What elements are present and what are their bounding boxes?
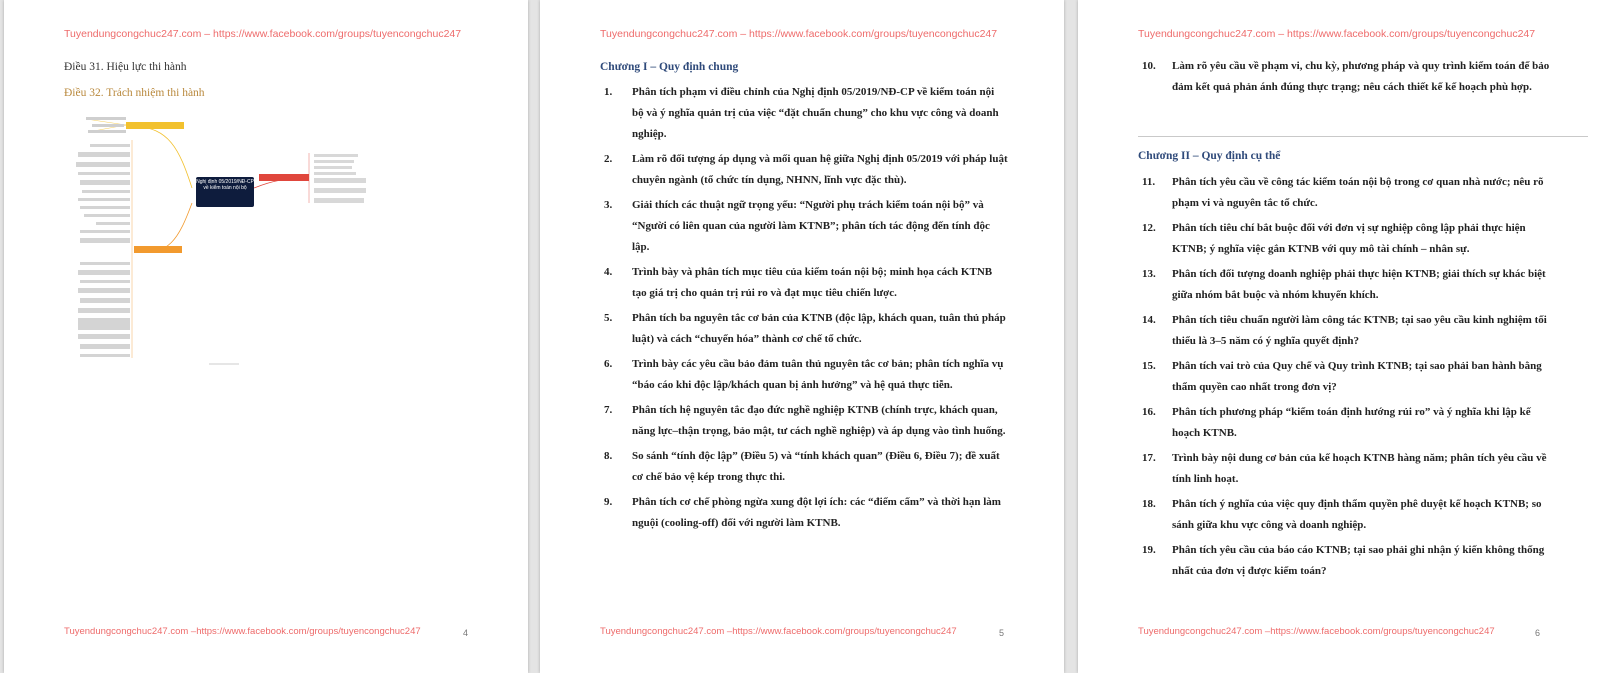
document-page-5 xyxy=(540,0,1064,673)
list-item: 10. Làm rõ yêu cầu về phạm vi, chu kỳ, phương pháp và quy trình kiểm toán để bảo đảm kết quả phản ánh đúng thực trạng; nêu cách thiết kế kế hoạch phù hợp. xyxy=(1142,60,1550,93)
article-32-heading: Điều 32. Trách nhiệm thi hành xyxy=(64,87,205,99)
mindmap-center-node xyxy=(196,177,254,207)
list-item: 7. Phân tích hệ nguyên tắc đạo đức nghề nghiệp KTNB (chính trực, khách quan, năng lực–thận trọng, bảo mật, tư cách nghề nghiệp) và áp dụng vào tình huống. xyxy=(604,404,1006,437)
list-item: 3. Giải thích các thuật ngữ trọng yếu: “Người phụ trách kiểm toán nội bộ” và “Người có liên quan của người làm KTNB”; phân tích tác động đến tính độc lập. xyxy=(604,199,990,253)
mindmap-center-label: Nghị định 05/2019/NĐ-CP về kiểm toán nội bộ xyxy=(196,179,254,191)
list-item: 11. Phân tích yêu cầu về công tác kiểm toán nội bộ trong cơ quan nhà nước; nêu rõ phạm vi và nguyên tắc tổ chức. xyxy=(1142,176,1544,209)
page-header: Tuyendungcongchuc247.com – https://www.facebook.com/groups/tuyencongchuc247 xyxy=(64,28,462,40)
page-header: Tuyendungcongchuc247.com – https://www.facebook.com/groups/tuyencongchuc247 xyxy=(1138,28,1536,40)
page-header: Tuyendungcongchuc247.com – https://www.facebook.com/groups/tuyencongchuc247 xyxy=(600,28,998,40)
chapter-heading: Chương I – Quy định chung xyxy=(600,61,739,73)
list-item: 9. Phân tích cơ chế phòng ngừa xung đột lợi ích: các “điểm cấm” và thời hạn làm nguội (cooling-off) đối với người làm KTNB. xyxy=(604,496,1001,529)
page-number: 5 xyxy=(998,628,1004,638)
question-list-continued xyxy=(1142,56,1550,98)
page-footer: Tuyendungcongchuc247.com –https://www.facebook.com/groups/tuyencongchuc247 xyxy=(600,626,957,637)
list-item: 18. Phân tích ý nghĩa của việc quy định thẩm quyền phê duyệt kế hoạch KTNB; so sánh giữa khu vực công và doanh nghiệp. xyxy=(1142,498,1542,531)
list-item: 13. Phân tích đối tượng doanh nghiệp phải thực hiện KTNB; giải thích sự khác biệt giữa nhóm bắt buộc và nhóm khuyến khích. xyxy=(1142,268,1546,301)
mindmap-image xyxy=(4,108,528,368)
section-divider xyxy=(1138,136,1588,137)
list-item: 16. Phân tích phương pháp “kiểm toán định hướng rủi ro” và ý nghĩa khi lập kế hoạch KTNB. xyxy=(1142,406,1531,439)
document-page-6 xyxy=(1078,0,1600,673)
article-31-heading: Điều 31. Hiệu lực thi hành xyxy=(64,61,187,73)
list-item: 14. Phân tích tiêu chuẩn người làm công tác KTNB; tại sao yêu cầu kinh nghiệm tối thiểu là 3–5 năm có ý nghĩa quyết định? xyxy=(1142,314,1547,347)
list-item: 6. Trình bày các yêu cầu bảo đảm tuân thủ nguyên tắc cơ bản; phân tích nghĩa vụ “báo cáo khi độc lập/khách quan bị ảnh hưởng” và hệ quả thực tiễn. xyxy=(604,358,1004,391)
list-item: 4. Trình bày và phân tích mục tiêu của kiểm toán nội bộ; minh họa cách KTNB tạo giá trị cho quản trị rủi ro và đạt mục tiêu chiến lược. xyxy=(604,266,993,299)
list-item: 15. Phân tích vai trò của Quy chế và Quy trình KTNB; tại sao phải ban hành bằng thẩm quyền cao nhất trong đơn vị? xyxy=(1142,360,1542,393)
list-item: 12. Phân tích tiêu chí bắt buộc đối với đơn vị sự nghiệp công lập phải thực hiện KTNB; ý nghĩa việc gắn KTNB với quy mô tài chính – nhân sự. xyxy=(1142,222,1526,255)
list-item: 5. Phân tích ba nguyên tắc cơ bản của KTNB (độc lập, khách quan, tuân thủ pháp luật) và cách “chuyển hóa” thành cơ chế tổ chức. xyxy=(604,312,1006,345)
page-footer: Tuyendungcongchuc247.com –https://www.facebook.com/groups/tuyencongchuc247 xyxy=(64,626,421,637)
chapter-heading: Chương II – Quy định cụ thể xyxy=(1138,150,1281,162)
list-item: 8. So sánh “tính độc lập” (Điều 5) và “tính khách quan” (Điều 6, Điều 7); đề xuất cơ chế bảo vệ kép trong thực thi. xyxy=(604,450,1000,483)
list-item: 17. Trình bày nội dung cơ bản của kế hoạch KTNB hàng năm; phân tích yêu cầu về tính linh hoạt. xyxy=(1142,452,1547,485)
list-item: 2. Làm rõ đối tượng áp dụng và mối quan hệ giữa Nghị định 05/2019 với pháp luật chuyên ngành (tổ chức tín dụng, NHNN, lĩnh vực đặc thù). xyxy=(604,153,1008,186)
list-item: 19. Phân tích yêu cầu của báo cáo KTNB; tại sao phải ghi nhận ý kiến không thống nhất của đơn vị được kiểm toán? xyxy=(1142,544,1545,577)
document-page-4 xyxy=(4,0,528,673)
page-number: 4 xyxy=(462,628,468,638)
page-number: 6 xyxy=(1534,628,1540,638)
page-footer: Tuyendungcongchuc247.com –https://www.facebook.com/groups/tuyencongchuc247 xyxy=(1138,626,1495,637)
question-list xyxy=(604,82,1008,538)
question-list xyxy=(1142,172,1550,586)
list-item: 1. Phân tích phạm vi điều chỉnh của Nghị định 05/2019/NĐ-CP về kiểm toán nội bộ và ý nghĩa quản trị của việc “đặt chuẩn chung” cho khu vực công và doanh nghiệp. xyxy=(604,86,999,140)
